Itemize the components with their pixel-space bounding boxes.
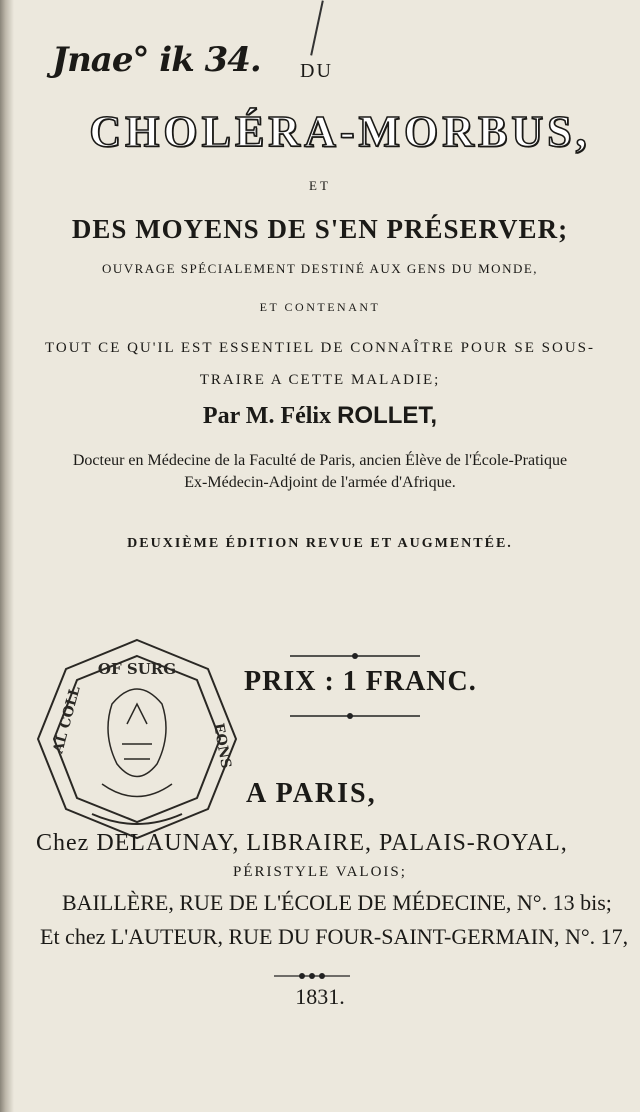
- second-publisher: BAILLÈRE, RUE DE L'ÉCOLE DE MÉDECINE, N°. 13 bis;: [62, 890, 612, 915]
- library-stamp: [32, 634, 242, 844]
- et-connector: ET: [309, 178, 331, 193]
- publication-year: 1831.: [295, 984, 345, 1009]
- author-name: ROLLET,: [337, 402, 438, 429]
- book-title: CHOLÉRA-MORBUS,: [89, 107, 591, 156]
- du-word: DU: [300, 60, 333, 82]
- degree-line-1: Docteur en Médecine de la Faculté de Paris, ancien Élève de l'École-Pratique: [72, 452, 568, 469]
- edition-statement: DEUXIÈME ÉDITION REVUE ET AUGMENTÉE.: [127, 536, 513, 551]
- description-line-4: TRAIRE A CETTE MALADIE;: [199, 372, 441, 388]
- svg-text:EONS: EONS: [210, 721, 234, 770]
- third-publisher: Et chez L'AUTEUR, RUE DU FOUR-SAINT-GERMAIN, N°. 17,: [40, 924, 629, 949]
- description-line-3: TOUT CE QU'IL EST ESSENTIEL DE CONNAÎTRE POUR SE SOUS-: [44, 340, 596, 356]
- ornament-rule-bottom: [250, 712, 460, 720]
- svg-text:OF SURG: OF SURG: [97, 660, 177, 678]
- price-label: PRIX : 1 FRANC.: [244, 666, 477, 697]
- publisher-line: Chez DELAUNAY, LIBRAIRE, PALAIS-ROYAL,: [36, 830, 568, 856]
- handwritten-slash: [310, 0, 324, 55]
- author-prefix: Par M. Félix: [202, 403, 332, 429]
- svg-text:AL COLL: AL COLL: [50, 684, 84, 756]
- description-line-1: OUVRAGE SPÉCIALEMENT DESTINÉ AUX GENS DU MONDE,: [101, 261, 539, 276]
- ornament-rule-top: [250, 652, 460, 660]
- degree-line-2: Ex-Médecin-Adjoint de l'armée d'Afrique.: [184, 474, 456, 491]
- page-edge-shadow: [0, 0, 14, 1112]
- publisher-address: PÉRISTYLE VALOIS;: [233, 864, 407, 880]
- handwritten-note: Jnae° ik 34.: [52, 40, 261, 80]
- description-line-2: ET CONTENANT: [259, 300, 381, 314]
- author-line: [0, 402, 640, 430]
- ornament-bottom: [272, 970, 352, 982]
- book-subtitle: DES MOYENS DE S'EN PRÉSERVER;: [71, 214, 569, 244]
- imprint-city: A PARIS,: [246, 778, 377, 809]
